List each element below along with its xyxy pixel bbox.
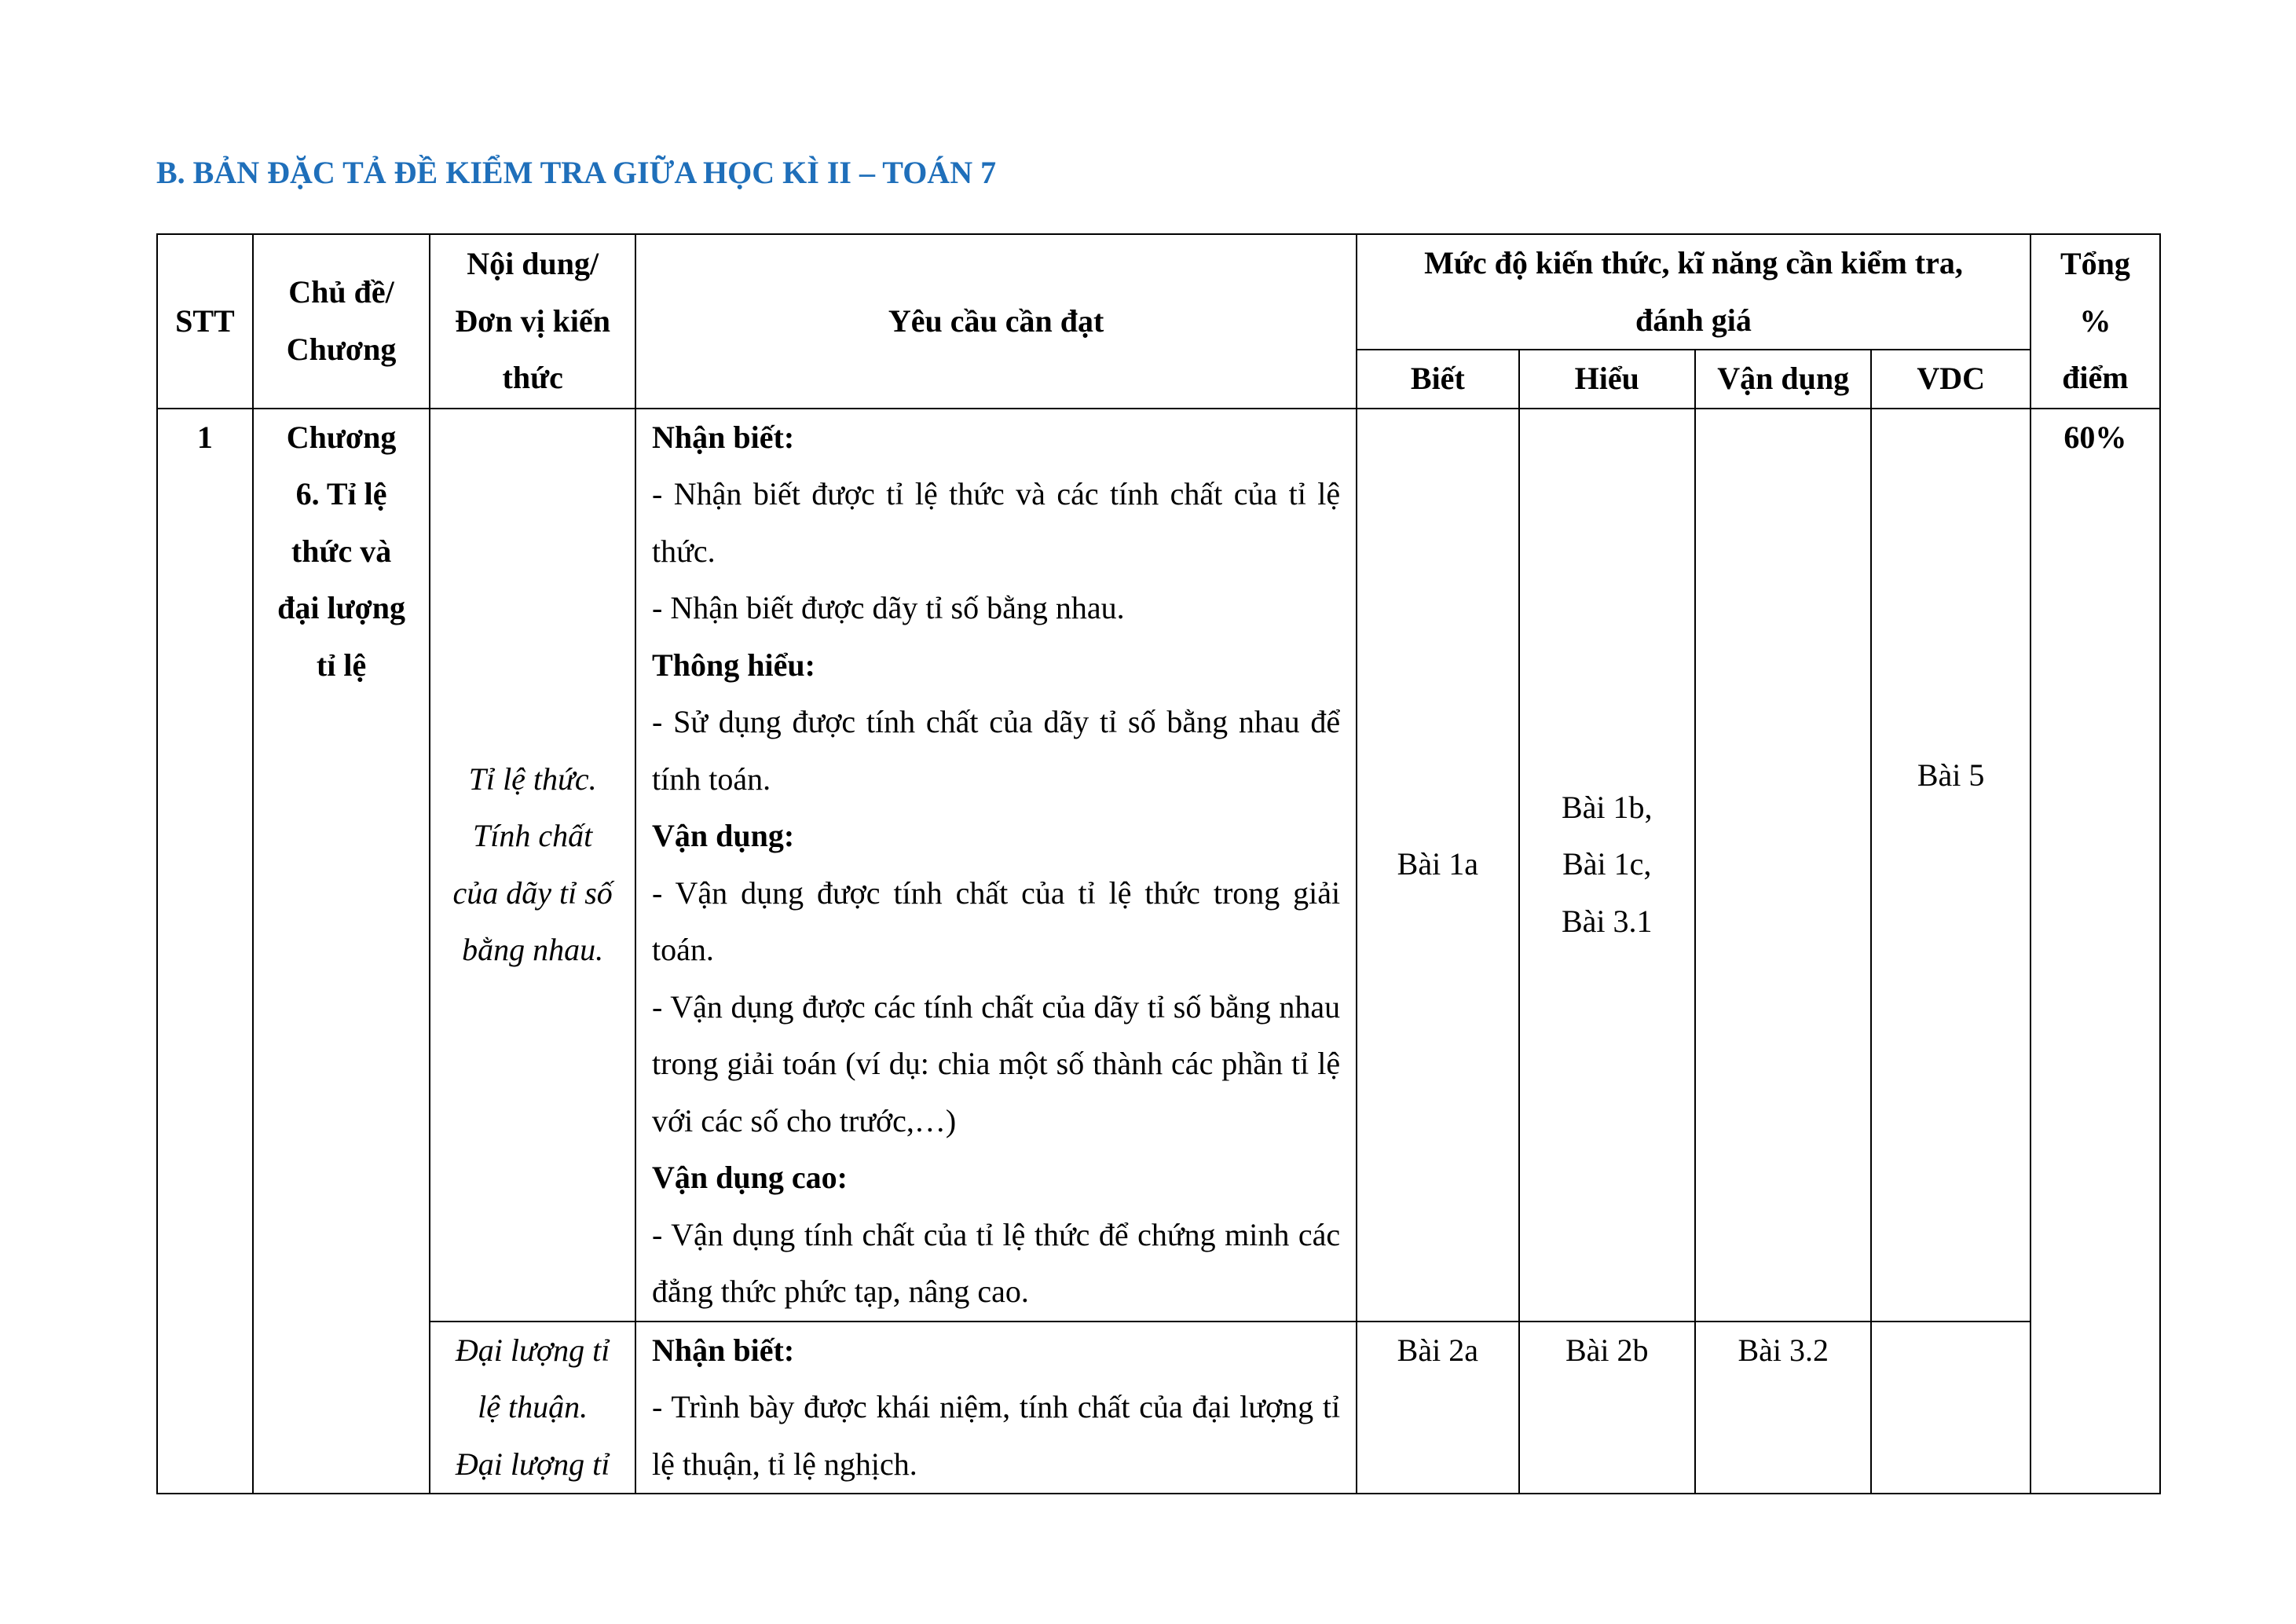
vdc-cell-unit2 — [1871, 1322, 2030, 1494]
requirements-cell-unit1: Nhận biết: - Nhận biết được tỉ lệ thức và các tính chất của tỉ lệ thức. - Nhận biết được dãy tỉ số bằng nhau. Thông hiểu: - Sử dụng được tính chất của dãy tỉ số bằng nhau để tính toán. Vận dụng: - Vận dụng được tính chất của tỉ lệ thức trong giải toán. - Vận dụng được các tính chất của dãy tỉ số bằng nhau trong giải toán (ví dụ: chia một số thành các phần tỉ lệ với các số cho trước,…) Vận dụng cao: - Vận dụng tính chất của tỉ lệ thức để chứng minh các đẳng thức phức tạp, nâng cao. — [635, 409, 1357, 1322]
header-chapter: Chủ đề/ Chương — [253, 234, 430, 409]
hieu-cell-unit1: Bài 1b, Bài 1c, Bài 3.1 — [1519, 409, 1695, 1322]
header-level-group: Mức độ kiến thức, kĩ năng cần kiểm tra, đánh giá — [1357, 234, 2031, 350]
page-title: B. BẢN ĐẶC TẢ ĐỀ KIỂM TRA GIỮA HỌC KÌ II – TOÁN 7 — [156, 155, 997, 190]
content-cell-unit2: Đại lượng tỉ lệ thuận. Đại lượng tỉ — [430, 1322, 635, 1494]
requirements-cell-unit2: Nhận biết: - Trình bày được khái niệm, tính chất của đại lượng tỉ lệ thuận, tỉ lệ nghịch. — [635, 1322, 1357, 1494]
chapter-cell: Chương 6. Tỉ lệ thức và đại lượng tỉ lệ — [253, 409, 430, 1494]
content-cell-unit1: Tỉ lệ thức. Tính chất của dãy tỉ số bằng nhau. — [430, 409, 635, 1322]
vdc-cell-unit1: Bài 5 — [1871, 409, 2030, 1322]
total-cell: 60% — [2031, 409, 2160, 1494]
specification-table — [156, 233, 2161, 1494]
biet-cell-unit2: Bài 2a — [1357, 1322, 1518, 1494]
header-biet: Biết — [1357, 350, 1518, 409]
vandung-cell-unit1 — [1695, 409, 1871, 1322]
header-requirements: Yêu cầu cần đạt — [635, 234, 1357, 409]
vandung-cell-unit2: Bài 3.2 — [1695, 1322, 1871, 1494]
header-total: Tổng % điểm — [2031, 234, 2160, 409]
table-row — [157, 1322, 2160, 1494]
stt-cell: 1 — [157, 409, 253, 1494]
header-stt: STT — [157, 234, 253, 409]
header-content: Nội dung/ Đơn vị kiến thức — [430, 234, 635, 409]
header-vdc: VDC — [1871, 350, 2030, 409]
biet-cell-unit1: Bài 1a — [1357, 409, 1518, 1322]
table-row — [157, 409, 2160, 1322]
header-row-1 — [157, 234, 2160, 350]
header-hieu: Hiểu — [1519, 350, 1695, 409]
hieu-cell-unit2: Bài 2b — [1519, 1322, 1695, 1494]
header-vandung: Vận dụng — [1695, 350, 1871, 409]
